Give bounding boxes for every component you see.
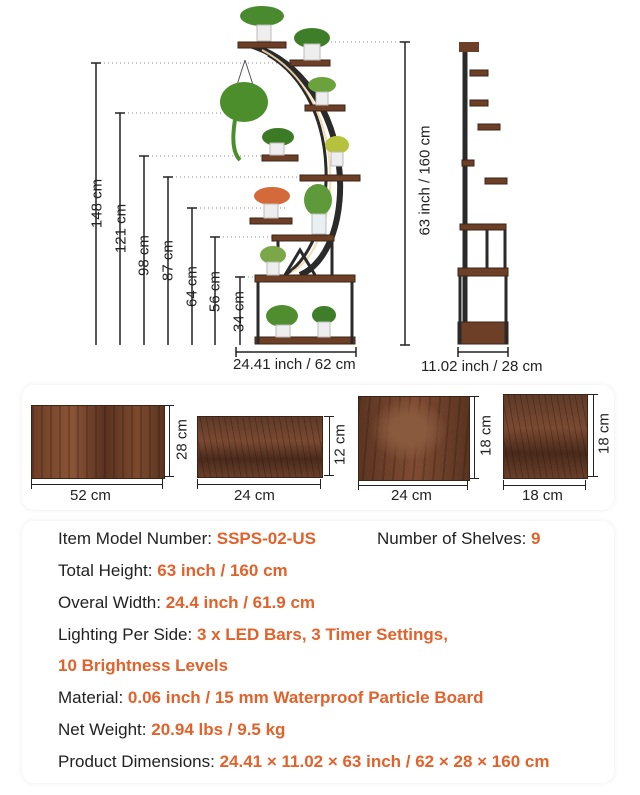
board-2-width: 24 cm — [234, 487, 275, 504]
shelf-boards-panel — [22, 385, 614, 510]
height-label-87: 87 cm — [159, 240, 177, 281]
board-1-width: 52 cm — [70, 487, 111, 504]
board-1-depth: 28 cm — [173, 419, 191, 460]
board-52x28 — [31, 405, 165, 479]
spec-weight: Net Weight: 20.94 lbs / 9.5 kg — [58, 720, 286, 739]
spec-shelves: Number of Shelves: 9 — [377, 529, 541, 548]
side-view-stand — [458, 42, 508, 344]
side-depth-label: 11.02 inch / 28 cm — [421, 358, 543, 375]
height-label-148: 148 cm — [88, 178, 106, 229]
front-width-label: 24.41 inch / 62 cm — [233, 356, 356, 373]
spec-dimensions: Product Dimensions: 24.41 × 11.02 × 63 inch / 62 × 28 × 160 cm — [58, 752, 550, 771]
height-label-98: 98 cm — [135, 235, 153, 276]
height-label-34: 34 cm — [230, 291, 248, 332]
spec-lighting-cont: 10 Brightness Levels — [58, 656, 229, 675]
board-24x12 — [197, 416, 323, 478]
height-label-64: 64 cm — [183, 266, 201, 307]
height-label-56: 56 cm — [206, 271, 224, 312]
product-illustration-panel — [0, 0, 640, 383]
height-label-121: 121 cm — [112, 203, 130, 254]
spec-model: Item Model Number: SSPS-02-US — [58, 529, 316, 548]
spec-material: Material: 0.06 inch / 15 mm Waterproof Particle Board — [58, 688, 484, 707]
board-3-width: 24 cm — [391, 487, 432, 504]
board-3-depth: 18 cm — [477, 415, 495, 456]
board-4-width: 18 cm — [522, 487, 563, 504]
spec-height: Total Height: 63 inch / 160 cm — [58, 561, 288, 580]
board-18x18 — [503, 394, 588, 479]
side-height-label: 63 inch / 160 cm — [416, 125, 434, 236]
board-2-depth: 12 cm — [331, 424, 349, 465]
spec-lighting: Lighting Per Side: 3 x LED Bars, 3 Timer Settings, — [58, 625, 448, 644]
spec-width: Overal Width: 24.4 inch / 61.9 cm — [58, 593, 316, 612]
board-24x18-a — [358, 396, 470, 481]
board-4-depth: 18 cm — [595, 413, 613, 454]
